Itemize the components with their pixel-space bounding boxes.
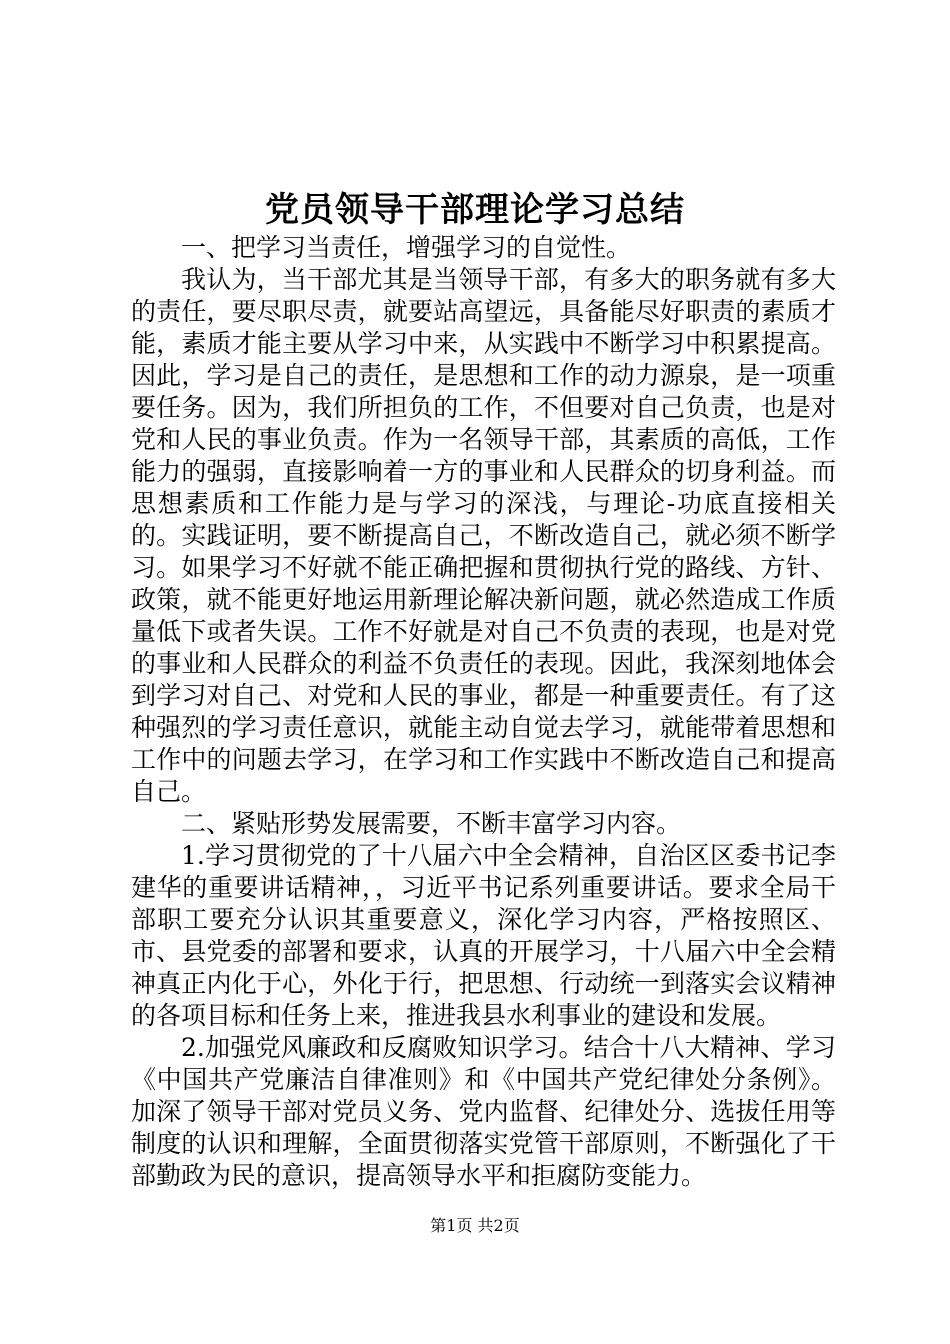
- paragraph-item-1: 1.学习贯彻党的了十八届六中全会精神，自治区区委书记李建华的重要讲话精神，，习近平书记系列重要讲话。要求全局干部职工要充分认识其重要意义，深化学习内容，严格按照区、市、县党委的部署和要求，认真的开展学习，十八届六中全会精神真正内化于心，外化于行，把思想、行动统一到落实会议精神的各项目标和任务上来，推进我县水利事业的建设和发展。: [131, 841, 836, 1030]
- document-body: [131, 232, 836, 1192]
- document-title: 党员领导干部理论学习总结: [265, 190, 685, 230]
- paragraph-section-1-heading: 一、把学习当责任，增强学习的自觉性。: [181, 233, 632, 262]
- paragraph-section-2-heading: 二、紧贴形势发展需要，不断丰富学习内容。: [181, 809, 682, 838]
- paragraph-item-2: 2.加强党风廉政和反腐败知识学习。结合十八大精神、学习《中国共产党廉洁自律准则》和《中国共产党纪律处分条例》。加深了领导干部对党员义务、党内监督、纪律处分、选拔任用等制度的认识和理解，全面贯彻落实党管干部原则，不断强化了干部勤政为民的意识，提高领导水平和拒腐防变能力。: [131, 1033, 836, 1190]
- page-number-footer: 第1页 共2页: [430, 1216, 520, 1235]
- paragraph-section-1-body: 我认为，当干部尤其是当领导干部，有多大的职务就有多大的责任，要尽职尽责，就要站高望远，具备能尽好职责的素质才能，素质才能主要从学习中来，从实践中不断学习中积累提高。因此，学习是自己的责任，是思想和工作的动力源泉，是一项重要任务。因为，我们所担负的工作，不但要对自己负责，也是对党和人民的事业负责。作为一名领导干部，其素质的高低，工作能力的强弱，直接影响着一方的事业和人民群众的切身利益。而思想素质和工作能力是与学习的深浅，与理论-功底直接相关的。实践证明，要不断提高自己，不断改造自己，就必须不断学习。如果学习不好就不能正确把握和贯彻执行党的路线、方针、政策，就不能更好地运用新理论解决新问题，就必然造成工作质量低下或者失误。工作不好就是对自己不负责的表现，也是对党的事业和人民群众的利益不负责任的表现。因此，我深刻地体会到学习对自己、对党和人民的事业，都是一种重要责任。有了这种强烈的学习责任意识，就能主动自觉去学习，就能带着思想和工作中的问题去学习，在学习和工作实践中不断改造自己和提高自己。: [131, 265, 836, 806]
